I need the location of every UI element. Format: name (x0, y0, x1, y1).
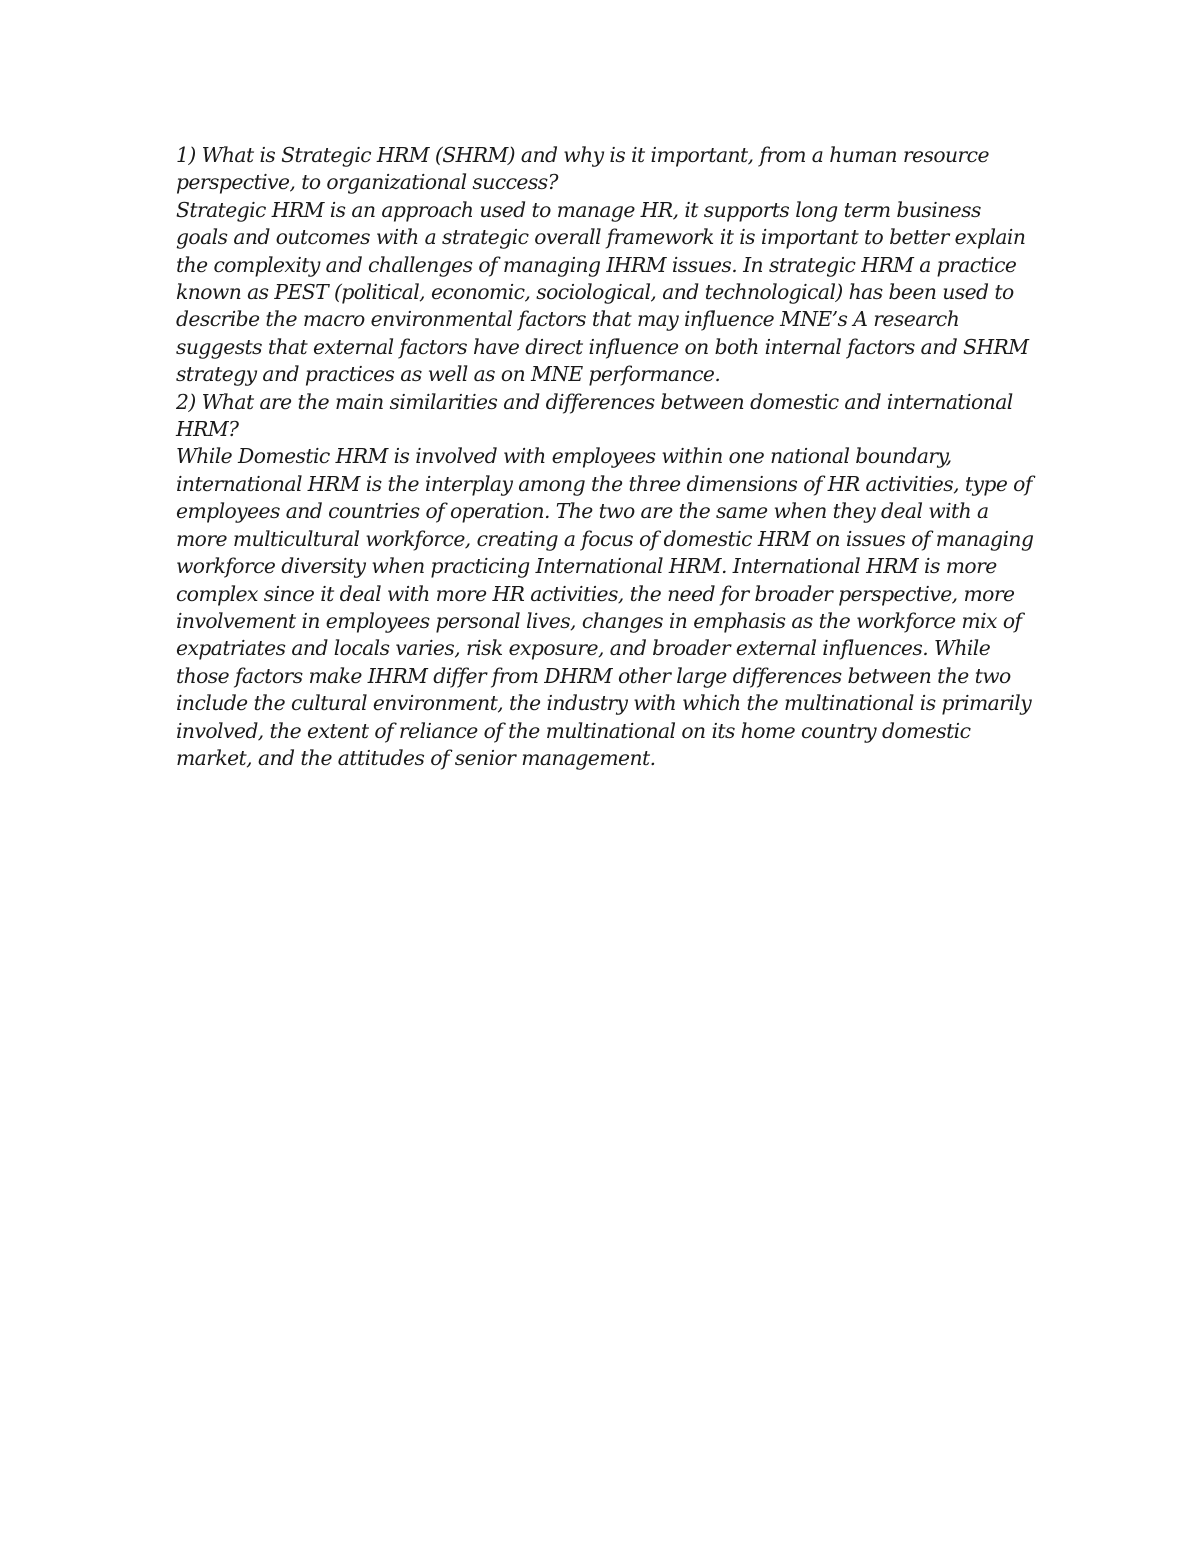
answer-2: While Domestic HRM is involved with employees within one national boundary, international HRM is the interplay among the three dimensions of HR activities, type of employees and countries of operation. The two are the same when they deal with a more multicultural workforce, creating a focus of domestic HRM on issues of managing workforce diversity when practicing International HRM. International HRM is more complex since it deal with more HR activities, the need for broader perspective, more involvement in employees personal lives, changes in emphasis as the workforce mix of expatriates and locals varies, risk exposure, and broader external influences. While those factors make IHRM differ from DHRM other large differences between the two include the cultural environment, the industry with which the multinational is primarily involved, the extent of reliance of the multinational on its home country domestic market, and the attitudes of senior management. (176, 444, 1034, 770)
answer-1: Strategic HRM is an approach used to manage HR, it supports long term business goals and outcomes with a strategic overall framework it is important to better explain the complexity and challenges of managing IHRM issues. In strategic HRM a practice known as PEST (political, economic, sociological, and technological) has been used to describe the macro environmental factors that may influence MNE’s A research suggests that external factors have direct influence on both internal factors and SHRM strategy and practices as well as on MNE performance. (176, 197, 1029, 387)
question-2: 2) What are the main similarities and differences between domestic and international HRM? (176, 389, 1013, 442)
question-1: 1) What is Strategic HRM (SHRM) and why is it important, from a human resource perspective, to organizational success? (176, 143, 989, 195)
document-body (176, 142, 1036, 772)
